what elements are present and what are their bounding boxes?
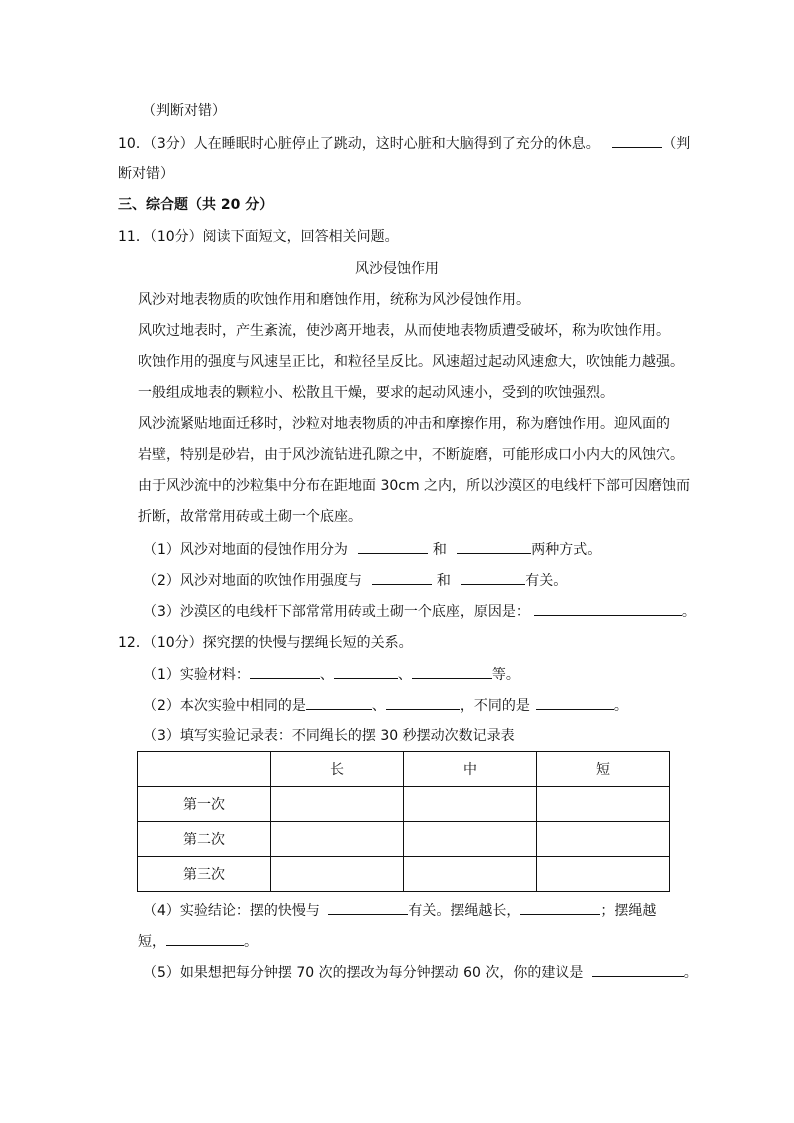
table-cell[interactable] (271, 822, 404, 857)
table-cell[interactable] (537, 822, 670, 857)
row-label: 第一次 (138, 787, 271, 822)
q11-sub1-join: 和 (432, 542, 447, 558)
section-3-title: 三、综合题（共 20 分） (118, 197, 274, 213)
passage-line: 吹蚀作用的强度与风速呈正比，和粒径呈反比。风速超过起动风速愈大，吹蚀能力越强。 (138, 354, 684, 370)
record-table (137, 751, 670, 892)
question-10 (118, 133, 690, 154)
q12-sub1-end: 等。 (491, 667, 520, 683)
table-cell[interactable] (537, 787, 670, 822)
q10-text: 人在睡眠时心脏停止了跳动，这时心脏和大脑得到了充分的休息。 (193, 136, 600, 152)
q12-sub4-end: 。 (244, 934, 258, 950)
table-row (138, 857, 670, 892)
table-header-cell: 短 (537, 752, 670, 787)
q12-number: 12． (118, 635, 150, 651)
q12-sub4-mid2: ；摆绳越 (600, 903, 657, 919)
q9-tail: （判断对错） (142, 103, 226, 119)
q12-sub1-sep: 、 (397, 667, 412, 683)
q12-sub4-blank-3[interactable] (166, 931, 244, 946)
q12-sub4-blank-1[interactable] (328, 900, 408, 915)
q12-sub4-label: （4）实验结论：摆的快慢与 (143, 903, 320, 919)
q12-sub2-blank-2[interactable] (386, 695, 460, 710)
q11-sub1-blank-2[interactable] (457, 539, 531, 554)
q12-sub2-label: （2）本次实验中相同的是 (143, 698, 306, 714)
q11-sub3-label: （3）沙漠区的电线杆下部常常用砖或土砌一个底座，原因是： (143, 604, 530, 620)
q12-sub1-blank-2[interactable] (334, 664, 398, 679)
q11-number: 11． (118, 229, 150, 245)
q12-sub5-end: 。 (683, 965, 698, 981)
q12-sub4-mid: 有关。摆绳越长， (408, 903, 521, 919)
q12-sub1-label: （1）实验材料： (143, 667, 250, 683)
table-row (138, 787, 670, 822)
row-label: 第二次 (138, 822, 271, 857)
passage-line: 岩壁，特别是砂岩，由于风沙流钻进孔隙之中，不断旋磨，可能形成口小内大的风蚀穴。 (138, 447, 684, 463)
q10-suffix-b: 断对错） (118, 166, 174, 182)
table-cell[interactable] (537, 857, 670, 892)
q12-sub2 (143, 695, 628, 716)
q12-score: （10分） (149, 635, 203, 651)
table-header-row (138, 752, 670, 787)
table-header-cell: 长 (271, 752, 404, 787)
table-header-cell: 中 (404, 752, 537, 787)
table-cell[interactable] (271, 857, 404, 892)
q12-sub2-blank-3[interactable] (536, 695, 614, 710)
passage-line: 折断，故常常用砖或土砌一个底座。 (138, 509, 362, 525)
q11-sub1 (143, 539, 601, 560)
passage-line: 风吹过地表时，产生紊流，使沙离开地表，从而使地表物质遭受破坏，称为吹蚀作用。 (138, 323, 670, 339)
q11-sub3-end: 。 (681, 604, 696, 620)
q12-intro: 探究摆的快慢与摆绳长短的关系。 (202, 635, 413, 651)
table-cell[interactable] (404, 822, 537, 857)
q12-sub2-sep: 、 (371, 698, 386, 714)
q12-sub4 (143, 900, 656, 921)
q11-sub2-label: （2）风沙对地面的吹蚀作用强度与 (143, 573, 362, 589)
passage-title: 风沙侵蚀作用 (355, 261, 439, 277)
q12-sub4-blank-2[interactable] (520, 900, 600, 915)
question-12 (118, 633, 413, 653)
table-cell[interactable] (404, 787, 537, 822)
q11-sub1-end: 两种方式。 (531, 542, 602, 558)
q12-sub3: （3）填写实验记录表：不同绳长的摆 30 秒摆动次数记录表 (143, 728, 515, 744)
passage-line: 由于风沙流中的沙粒集中分布在距地面 30cm 之内，所以沙漠区的电线杆下部可因磨蚀而 (138, 478, 691, 494)
table-cell[interactable] (271, 787, 404, 822)
q11-sub2 (143, 570, 567, 591)
q10-answer-blank[interactable] (612, 133, 662, 148)
q10-score: （3分） (149, 136, 194, 152)
q12-sub1-blank-1[interactable] (250, 664, 320, 679)
q12-sub4-line2 (138, 931, 258, 952)
row-label: 第三次 (138, 857, 271, 892)
q12-sub1-blank-3[interactable] (412, 664, 492, 679)
q11-score: （10分） (149, 229, 203, 245)
q12-sub5 (143, 962, 698, 983)
q12-sub5-label: （5）如果想把每分钟摆 70 次的摆改为每分钟摆动 60 次，你的建议是 (143, 965, 584, 981)
passage-line: 风沙对地表物质的吹蚀作用和磨蚀作用，统称为风沙侵蚀作用。 (138, 292, 530, 308)
passage-line: 风沙流紧贴地面迁移时，沙粒对地表物质的冲击和摩擦作用，称为磨蚀作用。迎风面的 (138, 416, 670, 432)
q12-sub2-end: 。 (613, 698, 628, 714)
q11-sub2-blank-1[interactable] (372, 570, 432, 585)
table-row (138, 822, 670, 857)
q10-suffix-a: （判 (662, 136, 691, 152)
q12-sub5-blank[interactable] (592, 962, 684, 977)
q11-sub2-end: 有关。 (525, 573, 568, 589)
q10-number: 10． (118, 136, 150, 152)
table-header-cell (138, 752, 271, 787)
table-cell[interactable] (404, 857, 537, 892)
q11-sub2-join: 和 (436, 573, 451, 589)
q12-sub2-mid: ，不同的是 (459, 698, 530, 714)
q12-sub1 (143, 664, 520, 685)
q11-sub3-blank[interactable] (534, 601, 682, 616)
q12-sub4-line2-text: 短， (138, 934, 166, 950)
q11-sub1-label: （1）风沙对地面的侵蚀作用分为 (143, 542, 348, 558)
passage-line: 一般组成地表的颗粒小、松散且干燥，要求的起动风速小，受到的吹蚀强烈。 (138, 385, 614, 401)
q11-sub1-blank-1[interactable] (358, 539, 428, 554)
q12-sub2-blank-1[interactable] (306, 695, 372, 710)
question-11 (118, 227, 399, 247)
q12-sub1-sep: 、 (319, 667, 334, 683)
q11-intro: 阅读下面短文，回答相关问题。 (202, 229, 399, 245)
q11-sub3 (143, 601, 696, 622)
q11-sub2-blank-2[interactable] (461, 570, 525, 585)
